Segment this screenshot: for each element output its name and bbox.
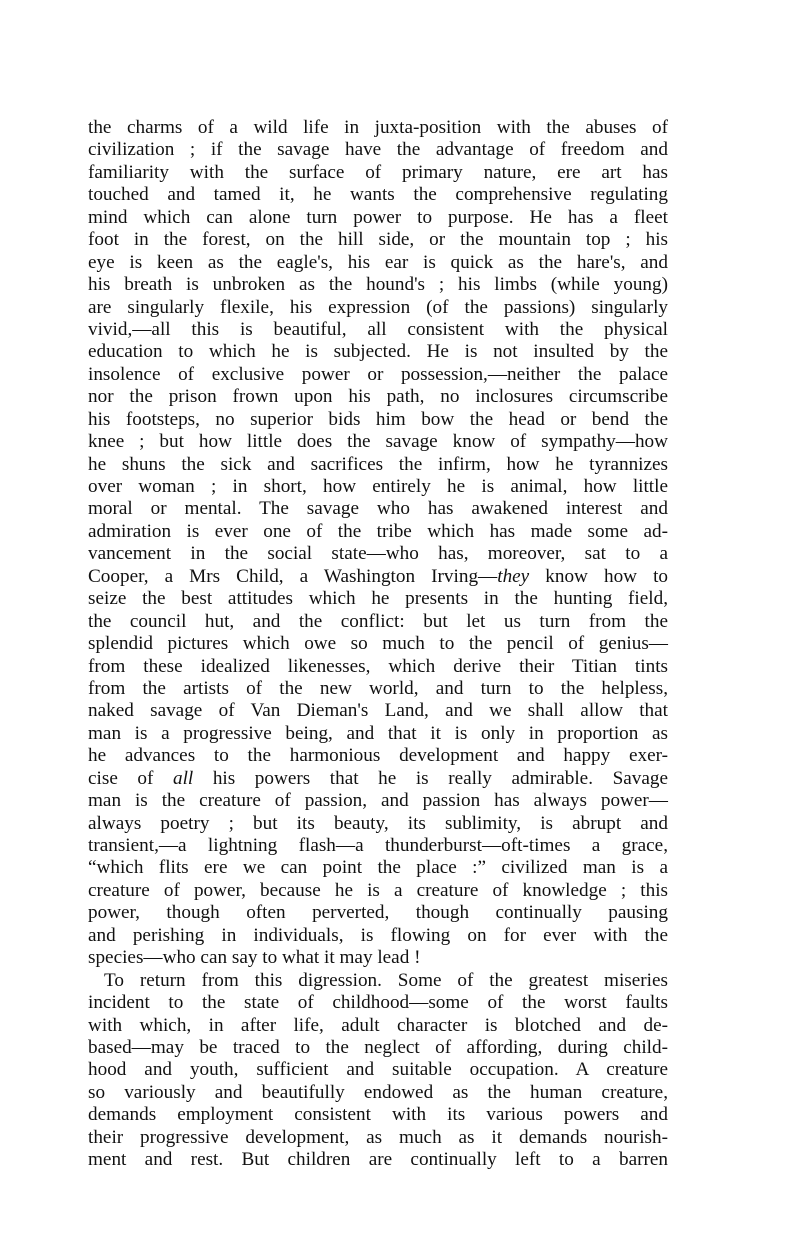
text-line: his breath is unbroken as the hound's ; his limbs (while young)	[88, 274, 668, 296]
text-line: familiarity with the surface of primary nature, ere art has	[88, 161, 668, 183]
text-line: his footsteps, no superior bids him bow the head or bend the	[88, 408, 668, 430]
text-line	[88, 768, 668, 790]
text-line: naked savage of Van Dieman's Land, and we shall allow that	[88, 700, 668, 722]
text-line: based—may be traced to the neglect of affording, during child-	[88, 1036, 668, 1058]
paragraph-1	[88, 117, 668, 970]
text-line: with which, in after life, adult character is blotched and de-	[88, 1014, 668, 1036]
text-line: always poetry ; but its beauty, its sublimity, is abrupt and	[88, 812, 668, 834]
text-line: man is a progressive being, and that it is only in proportion as	[88, 722, 668, 744]
text-line: the charms of a wild life in juxta-position with the abuses of	[88, 117, 668, 138]
text-line: splendid pictures which owe so much to the pencil of genius—	[88, 633, 668, 655]
book-page	[88, 117, 668, 1172]
text-line: creature of power, because he is a creature of knowledge ; this	[88, 879, 668, 901]
text-segment: cise of	[88, 767, 173, 789]
text-line: over woman ; in short, how entirely he is animal, how little	[88, 476, 668, 497]
text-line: eye is keen as the eagle's, his ear is quick as the hare's, and	[88, 251, 668, 273]
text-line: knee ; but how little does the savage know of sympathy—how	[88, 431, 668, 453]
text-line: civilization ; if the savage have the advantage of freedom and	[88, 139, 668, 161]
text-line: education to which he is subjected. He is not insulted by the	[88, 341, 668, 363]
text-line: incident to the state of childhood—some of the worst faults	[88, 992, 668, 1014]
text-line: vivid,—all this is beautiful, all consistent with the physical	[88, 318, 668, 340]
text-line: man is the creature of passion, and passion has always power—	[88, 790, 668, 812]
text-line: from these idealized likenesses, which derive their Titian tints	[88, 655, 668, 677]
text-line: To return from this digression. Some of the greatest miseries	[104, 969, 668, 991]
text-line: insolence of exclusive power or possession,—neither the palace	[88, 363, 668, 385]
text-line	[88, 566, 668, 588]
text-line: are singularly flexile, his expression (of the passions) singularly	[88, 296, 668, 318]
text-line: transient,—a lightning flash—a thunderburst—oft-times a grace,	[88, 835, 668, 856]
text-line: their progressive development, as much as it demands nourish-	[88, 1126, 668, 1148]
text-line: the council hut, and the conflict: but let us turn from the	[88, 610, 668, 632]
text-segment: Cooper, a Mrs Child, a Washington Irving—	[88, 565, 498, 587]
text-line: he shuns the sick and sacrifices the infirm, how he tyrannizes	[88, 453, 668, 475]
text-line: power, though often perverted, though continually pausing	[88, 902, 668, 924]
text-line: hood and youth, sufficient and suitable occupation. A creature	[88, 1059, 668, 1081]
text-line: seize the best attitudes which he presents in the hunting field,	[88, 588, 668, 610]
paragraph-2	[88, 970, 668, 1172]
text-line: ment and rest. But children are continually left to a barren	[88, 1149, 668, 1171]
emphasis-text: they	[497, 565, 530, 587]
text-line: species—who can say to what it may lead !	[88, 947, 421, 969]
text-line: admiration is ever one of the tribe which has made some ad-	[88, 520, 668, 542]
text-line: from the artists of the new world, and turn to the helpless,	[88, 677, 668, 699]
text-segment: his powers that he is really admirable. Savage	[193, 767, 668, 789]
text-line: touched and tamed it, he wants the comprehensive regulating	[88, 184, 668, 206]
text-line: and perishing in individuals, is flowing on for ever with the	[88, 924, 668, 946]
text-line: mind which can alone turn power to purpose. He has a fleet	[88, 206, 668, 228]
text-line: vancement in the social state—who has, moreover, sat to a	[88, 543, 668, 565]
text-line: foot in the forest, on the hill side, or the mountain top ; his	[88, 229, 668, 251]
text-line: “which flits ere we can point the place :” civilized man is a	[88, 857, 668, 879]
text-line: moral or mental. The savage who has awakened interest and	[88, 498, 668, 520]
text-segment: know how to	[529, 565, 669, 587]
text-line: demands employment consistent with its various powers and	[88, 1104, 668, 1126]
text-line: nor the prison frown upon his path, no inclosures circumscribe	[88, 386, 668, 408]
text-line: so variously and beautifully endowed as the human creature,	[88, 1081, 668, 1103]
emphasis-text: all	[172, 767, 194, 789]
text-line: he advances to the harmonious development and happy exer-	[88, 745, 668, 767]
